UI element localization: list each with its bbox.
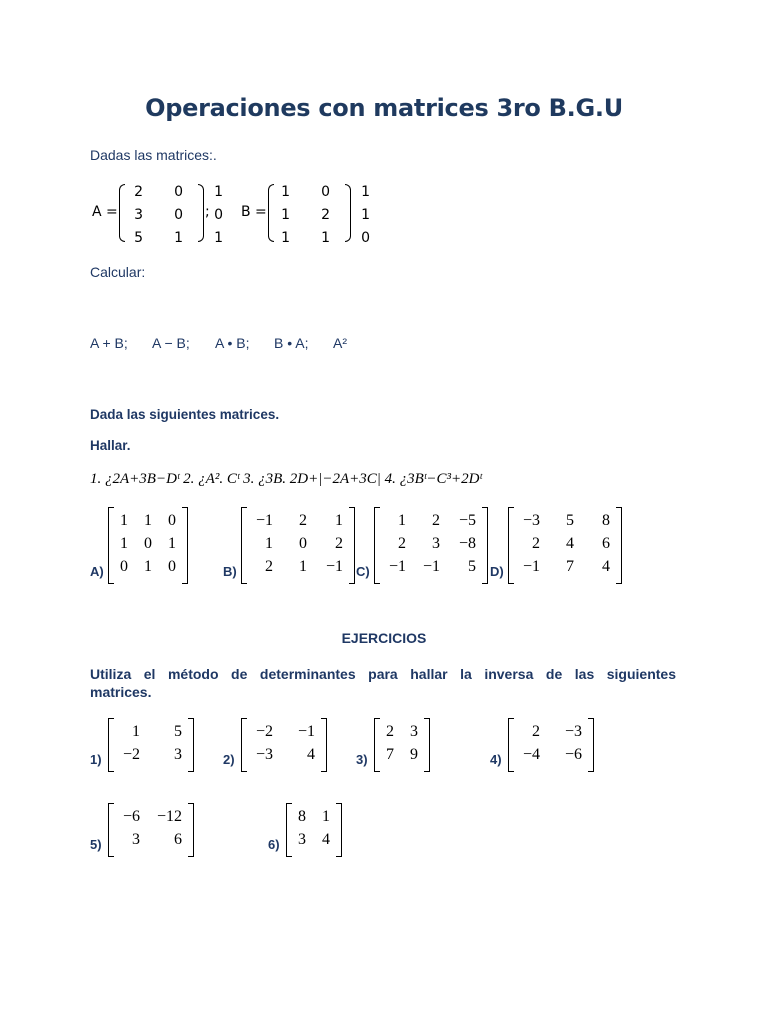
matrix-cell: 1: [214, 230, 223, 246]
matrix-label: D): [490, 564, 504, 579]
matrix-right-bracket: [616, 507, 622, 584]
matrix-grid: [511, 720, 587, 766]
matrix-cell: 0: [361, 230, 370, 246]
matrix-cell: 4: [566, 535, 574, 552]
expression-3: 3. ¿3B. 2D+|−2A+3C|: [243, 471, 381, 487]
matrix-cell: 4: [322, 831, 330, 848]
matrix-cell: 3: [132, 831, 140, 848]
matrix-label: C): [356, 564, 370, 579]
matrix-cell: 1: [214, 184, 223, 200]
matrix-cell: 1: [335, 512, 343, 529]
matrix-cell: −1: [422, 558, 440, 575]
matrix-right-bracket: [588, 718, 594, 772]
matrix-cell: 3: [134, 207, 143, 223]
matrix-cell: −3: [255, 746, 273, 763]
operation-item: A − B;: [152, 335, 190, 351]
matrix-cell: 1: [398, 512, 406, 529]
matrix-cell: 1: [144, 512, 152, 529]
matrix-cell: 1: [322, 808, 330, 825]
matrix-cell: 1: [144, 558, 152, 575]
matrix-cell: 1: [361, 184, 370, 200]
matrix-a: [118, 181, 228, 250]
matrix-cell: −1: [255, 512, 273, 529]
matrix-cell: 2: [386, 723, 394, 740]
matrix-cell: 2: [398, 535, 406, 552]
matrix-cell: 1: [120, 535, 128, 552]
matrix-cell: 2: [265, 558, 273, 575]
matrix-cell: 3: [174, 746, 182, 763]
matrix-cell: 1: [281, 230, 290, 246]
matrix-cell: 0: [168, 512, 176, 529]
matrix-cell: 5: [174, 723, 182, 740]
matrix-cell: 2: [432, 512, 440, 529]
matrix-cell: −6: [564, 746, 582, 763]
matrix-grid: [111, 805, 187, 851]
matrix-cell: −8: [458, 535, 476, 552]
matrix-b: [265, 181, 375, 250]
operation-item: A²: [333, 335, 347, 351]
matrix-grid: [111, 509, 181, 578]
matrix-cell: 1: [120, 512, 128, 529]
matrix-cell: 9: [410, 746, 418, 763]
matrix-cell: 5: [468, 558, 476, 575]
matrix-cell: 2: [321, 207, 330, 223]
matrix-b-label: B =: [241, 204, 267, 220]
matrix-cell: 2: [134, 184, 143, 200]
matrix-cell: −2: [255, 723, 273, 740]
matrix-separator: ;: [205, 204, 210, 220]
matrix-right-bracket: [321, 718, 327, 772]
matrix-label: 3): [356, 752, 368, 767]
matrix-grid: [244, 720, 320, 766]
matrix-right-bracket: [182, 507, 188, 584]
hallar-label: Hallar.: [90, 438, 131, 453]
matrix-b-right-paren: [345, 184, 351, 242]
matrix-a-right-paren: [198, 184, 204, 242]
matrix-cell: 0: [321, 184, 330, 200]
matrix-right-bracket: [424, 718, 430, 772]
matrix-cell: −1: [522, 558, 540, 575]
matrix-cell: −6: [122, 808, 140, 825]
matrix-label: 6): [268, 837, 280, 852]
matrix-grid: [511, 509, 615, 578]
calc-label: Calcular:: [90, 264, 146, 280]
matrix-label: 5): [90, 837, 102, 852]
matrix-cell: 1: [281, 184, 290, 200]
matrix-cell: 1: [299, 558, 307, 575]
matrix-right-bracket: [336, 803, 342, 857]
expression-4: 4. ¿3Bᵗ−C³+2Dᵗ: [384, 471, 482, 487]
matrix-cell: 1: [361, 207, 370, 223]
matrix-cell: 2: [299, 512, 307, 529]
matrix-right-bracket: [482, 507, 488, 584]
matrix-cell: 0: [174, 184, 183, 200]
matrix-cell: −4: [522, 746, 540, 763]
matrix-right-bracket: [349, 507, 355, 584]
matrix-cell: 1: [132, 723, 140, 740]
operation-item: A • B;: [215, 335, 250, 351]
expression-2: 2. ¿A². Cᵗ: [183, 471, 240, 487]
matrix-cell: 3: [432, 535, 440, 552]
operation-item: A + B;: [90, 335, 128, 351]
matrix-cell: −1: [325, 558, 343, 575]
matrix-cell: 2: [532, 723, 540, 740]
matrix-cell: 8: [602, 512, 610, 529]
matrix-grid: [111, 720, 187, 766]
matrix-cell: 0: [144, 535, 152, 552]
matrix-grid: [377, 509, 481, 578]
matrix-cell: 4: [602, 558, 610, 575]
matrix-cell: 0: [120, 558, 128, 575]
matrix-label: 4): [490, 752, 502, 767]
matrix-cell: 3: [410, 723, 418, 740]
page-title: Operaciones con matrices 3ro B.G.U: [145, 94, 623, 122]
matrix-cell: 0: [299, 535, 307, 552]
matrix-right-bracket: [188, 803, 194, 857]
matrix-cell: 6: [174, 831, 182, 848]
matrix-label: 2): [223, 752, 235, 767]
matrix-label: A): [90, 564, 104, 579]
matrix-cell: 1: [265, 535, 273, 552]
matrix-cell: 3: [298, 831, 306, 848]
matrix-cell: −1: [297, 723, 315, 740]
exercises-instruction-line1: Utiliza el método de determinantes para hallar la inversa de las siguientes: [90, 666, 676, 682]
matrix-cell: 0: [168, 558, 176, 575]
matrix-right-bracket: [188, 718, 194, 772]
matrix-grid: [289, 805, 335, 851]
matrix-cell: 1: [281, 207, 290, 223]
operation-item: B • A;: [274, 335, 309, 351]
exercises-instruction-line2: matrices.: [90, 684, 152, 700]
matrix-cell: 5: [566, 512, 574, 529]
matrix-cell: −5: [458, 512, 476, 529]
matrix-cell: 1: [168, 535, 176, 552]
expressions-line: [90, 471, 482, 488]
matrix-cell: 4: [307, 746, 315, 763]
section2-heading: Dada las siguientes matrices.: [90, 407, 280, 422]
matrix-a-label: A =: [92, 204, 118, 220]
matrix-label: B): [223, 564, 237, 579]
exercises-heading: EJERCICIOS: [341, 630, 427, 646]
matrix-grid: [377, 720, 423, 766]
matrix-cell: −1: [388, 558, 406, 575]
matrix-label: 1): [90, 752, 102, 767]
intro-text: Dadas las matrices:.: [90, 147, 217, 163]
matrix-cell: 2: [532, 535, 540, 552]
matrix-cell: −3: [522, 512, 540, 529]
matrix-cell: 6: [602, 535, 610, 552]
matrix-cell: 8: [298, 808, 306, 825]
matrix-cell: 0: [174, 207, 183, 223]
matrix-cell: 7: [386, 746, 394, 763]
matrix-cell: −3: [564, 723, 582, 740]
matrix-cell: 1: [174, 230, 183, 246]
matrix-cell: 5: [134, 230, 143, 246]
matrix-cell: 2: [335, 535, 343, 552]
expression-1: 1. ¿2A+3B−Dᵗ: [90, 471, 180, 487]
matrix-cell: −2: [122, 746, 140, 763]
matrix-cell: 1: [321, 230, 330, 246]
matrix-cell: 0: [214, 207, 223, 223]
matrix-cell: −12: [156, 808, 182, 825]
matrix-cell: 7: [566, 558, 574, 575]
matrix-grid: [244, 509, 348, 578]
